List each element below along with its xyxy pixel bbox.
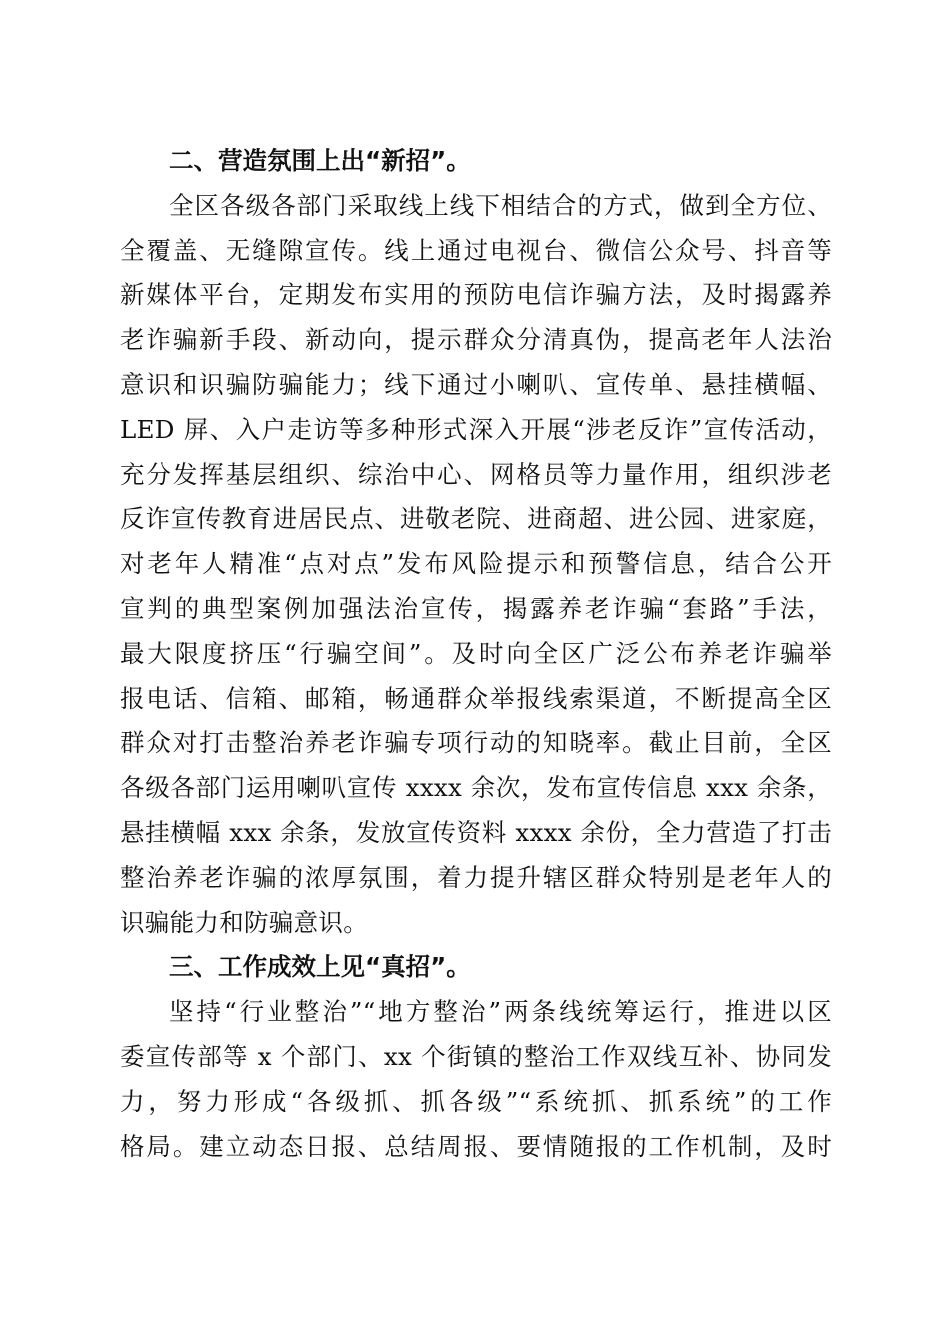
paragraph-line: 委宣传部等 x 个部门、xx 个街镇的整治工作双线互补、协同发 <box>120 1041 832 1071</box>
paragraph-line: 悬挂横幅 xxx 余条，发放宣传资料 xxxx 余份，全力营造了打击 <box>120 817 832 847</box>
paragraph-line: 新媒体平台，定期发布实用的预防电信诈骗方法，及时揭露养 <box>120 280 832 310</box>
section-2-paragraph <box>120 184 832 946</box>
paragraph-line: 对老年人精准“点对点”发布风险提示和预警信息，结合公开 <box>120 549 832 579</box>
paragraph-line: 各级各部门运用喇叭宣传 xxxx 余次，发布宣传信息 xxx 余条， <box>120 773 832 803</box>
paragraph-line: 力，努力形成“各级抓、抓各级”“系统抓、抓系统”的工作 <box>120 1086 832 1116</box>
section-3-paragraph <box>120 990 832 1169</box>
paragraph-line: 整治养老诈骗的浓厚氛围，着力提升辖区群众特别是老年人的 <box>120 862 832 892</box>
paragraph-line: 识骗能力和防骗意识。 <box>120 907 368 937</box>
paragraph-line: 老诈骗新手段、新动向，提示群众分清真伪，提高老年人法治 <box>120 325 832 355</box>
paragraph-line: 报电话、信箱、邮箱，畅通群众举报线索渠道，不断提高全区 <box>120 683 832 713</box>
paragraph-line: 全覆盖、无缝隙宣传。线上通过电视台、微信公众号、抖音等 <box>120 235 832 265</box>
document-body <box>120 139 832 1169</box>
paragraph-line: 宣判的典型案例加强法治宣传，揭露养老诈骗“套路”手法， <box>120 593 832 623</box>
paragraph-line: 意识和识骗防骗能力；线下通过小喇叭、宣传单、悬挂横幅、 <box>120 369 832 399</box>
paragraph-line: 坚持“行业整治”“地方整治”两条线统筹运行，推进以区 <box>169 997 832 1027</box>
paragraph-line: 反诈宣传教育进居民点、进敬老院、进商超、进公园、进家庭， <box>120 504 832 534</box>
paragraph-line: 群众对打击整治养老诈骗专项行动的知晓率。截止目前，全区 <box>120 728 832 758</box>
paragraph-line: 格局。建立动态日报、总结周报、要情随报的工作机制，及时 <box>120 1131 832 1161</box>
section-heading-2: 二、营造氛围上出“新招”。 <box>169 146 471 175</box>
paragraph-line: 全区各级各部门采取线上线下相结合的方式，做到全方位、 <box>169 190 832 220</box>
paragraph-line: 充分发挥基层组织、综治中心、网格员等力量作用，组织涉老 <box>120 459 832 489</box>
section-heading-3: 三、工作成效上见“真招”。 <box>169 952 471 982</box>
paragraph-line: LED 屏、入户走访等多种形式深入开展“涉老反诈”宣传活动， <box>120 414 832 444</box>
paragraph-line: 最大限度挤压“行骗空间”。及时向全区广泛公布养老诈骗举 <box>120 638 832 668</box>
